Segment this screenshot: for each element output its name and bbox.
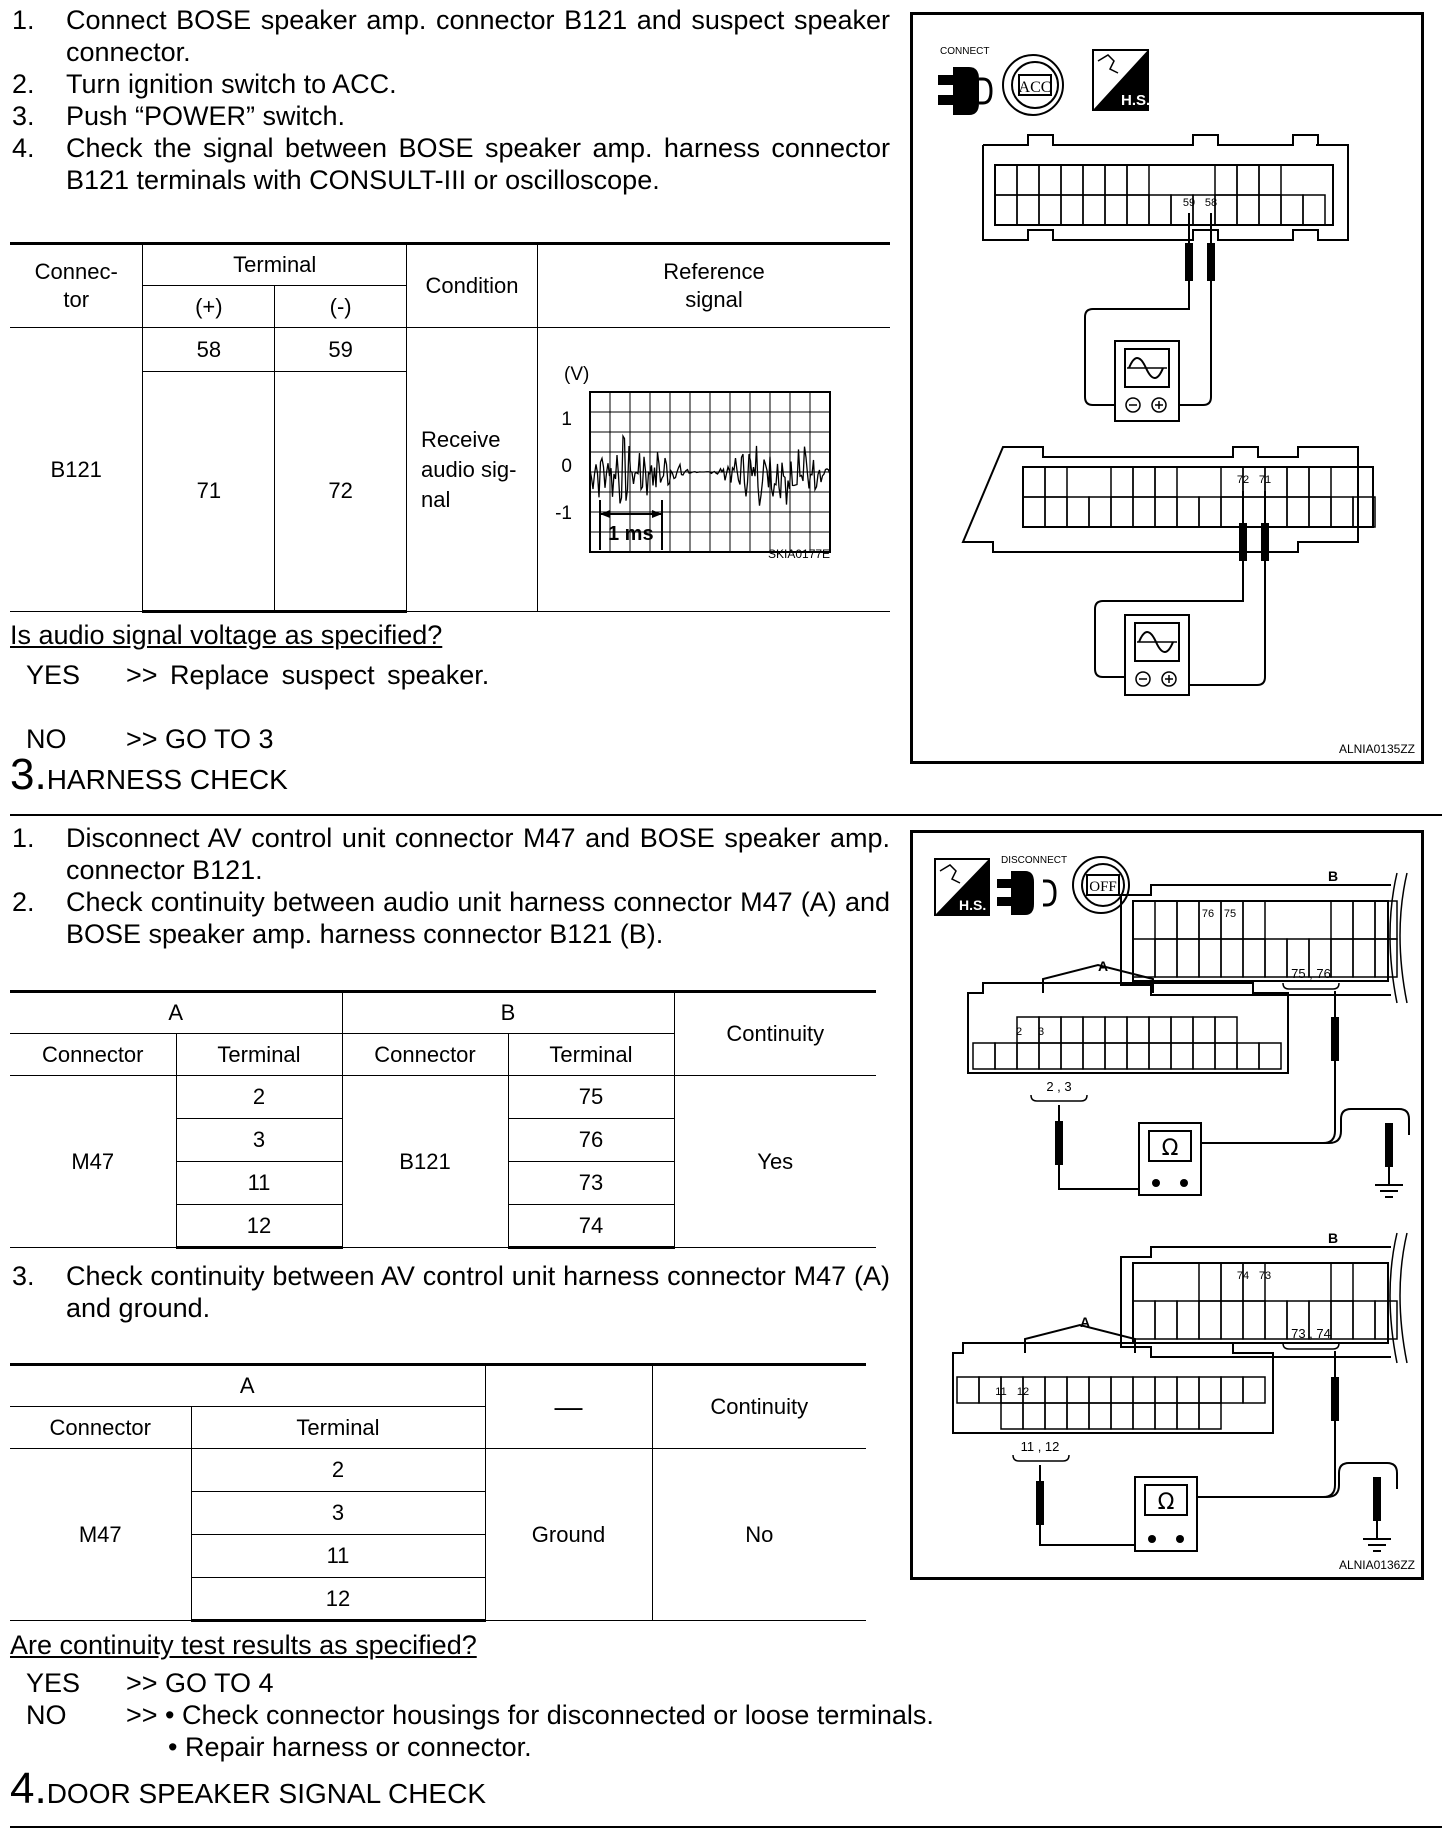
terminal-cell: 75 bbox=[508, 1076, 674, 1119]
pins-73-74-label: 73 , 74 bbox=[1291, 1326, 1331, 1341]
answer-yes-text: >> Replace suspect speaker. bbox=[126, 660, 490, 690]
connector-b-label: B bbox=[1327, 1230, 1339, 1246]
figure-code: ALNIA0136ZZ bbox=[1338, 1558, 1415, 1572]
header-dash: — bbox=[485, 1365, 652, 1449]
pin-72-label: 72 bbox=[1236, 474, 1250, 486]
terminal-cell: 73 bbox=[508, 1162, 674, 1205]
ohmmeter-icon bbox=[1139, 1123, 1201, 1195]
header-terminal: Terminal bbox=[508, 1034, 674, 1076]
pin-bracket bbox=[1283, 983, 1339, 989]
section-title-harness-check bbox=[10, 750, 288, 800]
connector-cells-lower bbox=[1023, 467, 1375, 527]
header-connector: Connector bbox=[342, 1034, 508, 1076]
terminal-cell: 11 bbox=[176, 1162, 342, 1205]
terminal-minus: 72 bbox=[275, 372, 407, 612]
scope-y-label: 0 bbox=[561, 455, 572, 477]
oscilloscope-connection-diagram bbox=[913, 15, 1421, 761]
pin-74-label: 74 bbox=[1236, 1270, 1250, 1282]
svg-text:H.S.: H.S. bbox=[1121, 92, 1151, 109]
continuity-result: No bbox=[652, 1449, 866, 1621]
connector-b-cells bbox=[1133, 901, 1397, 977]
pin-11-label: 11 bbox=[995, 1386, 1007, 1398]
header-b: B bbox=[342, 992, 674, 1034]
svg-text:OFF: OFF bbox=[1089, 879, 1117, 895]
test-leads-lower bbox=[1036, 1351, 1397, 1551]
connector-b-label: B bbox=[1327, 868, 1339, 884]
oscilloscope-icon bbox=[1115, 341, 1179, 421]
header-connector: Connector bbox=[10, 1034, 176, 1076]
instruction-step: 3. Push “POWER” switch. bbox=[12, 101, 346, 131]
continuity-figure bbox=[910, 830, 1424, 1580]
step3-question: Are continuity test results as specified? bbox=[10, 1630, 477, 1660]
pin-73-label: 73 bbox=[1258, 1270, 1272, 1282]
pin-bracket bbox=[1031, 1095, 1087, 1101]
header-condition: Condition bbox=[407, 244, 538, 328]
terminal-plus: 58 bbox=[143, 328, 275, 372]
answer-yes-text: >> GO TO 4 bbox=[126, 1668, 274, 1698]
connector-cell: B121 bbox=[342, 1076, 508, 1248]
terminal-cell: 3 bbox=[176, 1119, 342, 1162]
continuity-table-ground bbox=[10, 1363, 866, 1622]
terminal-cell: 74 bbox=[508, 1205, 674, 1248]
oscilloscope-waveform bbox=[538, 350, 890, 590]
pin-58-label: 58 bbox=[1204, 197, 1218, 209]
header-continuity: Continuity bbox=[652, 1365, 866, 1449]
instruction-step: 4. Check the signal between BOSE speaker amp. harness connector B121 terminals with CONSULT-III or oscilloscope. bbox=[12, 133, 890, 195]
connect-icon bbox=[938, 46, 991, 115]
connector-a-label: A bbox=[1079, 1314, 1091, 1330]
pins-11-12-label: 11 , 12 bbox=[1020, 1439, 1060, 1454]
terminal-cell: 3 bbox=[191, 1492, 485, 1535]
pin-12-label: 12 bbox=[1016, 1386, 1030, 1398]
svg-text:ACC: ACC bbox=[1018, 79, 1052, 96]
scope-y-label: 1 bbox=[561, 408, 572, 430]
header-continuity: Continuity bbox=[674, 992, 876, 1076]
pins-75-76-label: 75 , 76 bbox=[1291, 966, 1331, 981]
reference-signal-cell bbox=[537, 328, 890, 612]
step3-instructions bbox=[10, 822, 890, 950]
disconnect-icon bbox=[997, 855, 1067, 915]
connector-a-cells bbox=[973, 1017, 1281, 1069]
svg-text:Ω: Ω bbox=[1157, 1490, 1175, 1515]
answer-no-label: NO bbox=[26, 724, 67, 754]
terminal-plus: 71 bbox=[143, 372, 275, 612]
terminal-cell: 11 bbox=[191, 1535, 485, 1578]
section-heading: DOOR SPEAKER SIGNAL CHECK bbox=[46, 1778, 486, 1809]
section-title-door-speaker bbox=[10, 1764, 486, 1814]
acc-ignition-icon bbox=[1003, 55, 1063, 115]
step3-instruction-3 bbox=[10, 1260, 890, 1324]
figure-code: ALNIA0135ZZ bbox=[1338, 742, 1415, 756]
connector-cells-upper bbox=[995, 165, 1325, 225]
scope-figure-code: SKIA0177E bbox=[767, 546, 831, 561]
oscilloscope-figure bbox=[910, 12, 1424, 764]
svg-text:CONNECT: CONNECT bbox=[940, 46, 990, 57]
continuity-result: Yes bbox=[674, 1076, 876, 1248]
header-a: A bbox=[10, 992, 342, 1034]
header-plus: (+) bbox=[143, 286, 275, 328]
scope-time-label: 1 ms bbox=[607, 522, 654, 545]
terminal-cell: 12 bbox=[191, 1578, 485, 1621]
terminal-cell: 76 bbox=[508, 1119, 674, 1162]
hs-harness-icon bbox=[1093, 50, 1150, 110]
terminal-cell: 12 bbox=[176, 1205, 342, 1248]
step2-instructions bbox=[10, 4, 890, 196]
pin-3-label: 3 bbox=[1037, 1026, 1045, 1038]
answer-no-extra: • Repair harness or connector. bbox=[168, 1732, 532, 1762]
pin-59-label: 59 bbox=[1182, 197, 1196, 209]
header-connector: Connector bbox=[10, 1407, 191, 1449]
scope-y-label: -1 bbox=[555, 502, 572, 524]
instruction-step: 3. Check continuity between AV control unit harness connector M47 (A) and ground. bbox=[12, 1261, 890, 1323]
terminal-cell: 2 bbox=[191, 1449, 485, 1492]
answer-no-text: >> • Check connector housings for disconnected or loose terminals. bbox=[126, 1700, 934, 1730]
section-number: 4. bbox=[10, 1764, 47, 1813]
section-divider bbox=[10, 814, 1442, 816]
connector-cell: B121 bbox=[10, 328, 143, 612]
header-terminal: Terminal bbox=[191, 1407, 485, 1449]
connector-cell: M47 bbox=[10, 1076, 176, 1248]
connector-b121-lower bbox=[963, 447, 1373, 552]
header-reference: Reference signal bbox=[537, 244, 890, 328]
continuity-connection-diagram bbox=[913, 833, 1421, 1577]
terminal-cell: 2 bbox=[176, 1076, 342, 1119]
connector-a-cells bbox=[957, 1377, 1265, 1429]
pin-71-label: 71 bbox=[1258, 474, 1272, 486]
pin-2-label: 2 bbox=[1015, 1026, 1023, 1038]
header-terminal: Terminal bbox=[176, 1034, 342, 1076]
connector-cell: M47 bbox=[10, 1449, 191, 1621]
terminal-minus: 59 bbox=[275, 328, 407, 372]
instruction-step: 1. Connect BOSE speaker amp. connector B121 and suspect speaker connector. bbox=[12, 5, 890, 67]
condition-cell: Receive audio sig- nal bbox=[407, 328, 538, 612]
header-terminal: Terminal bbox=[143, 244, 407, 286]
pins-2-3-label: 2 , 3 bbox=[1046, 1079, 1072, 1094]
pin-76-label: 76 bbox=[1201, 908, 1215, 920]
header-connector: Connec- tor bbox=[10, 244, 143, 328]
svg-text:Ω: Ω bbox=[1161, 1136, 1179, 1161]
signal-spec-table bbox=[10, 242, 890, 613]
header-minus: (-) bbox=[275, 286, 407, 328]
header-a: A bbox=[10, 1365, 485, 1407]
step2-question: Is audio signal voltage as specified? bbox=[10, 620, 443, 650]
connector-a-label: A bbox=[1097, 958, 1109, 974]
scope-unit-label: (V) bbox=[563, 363, 590, 385]
ground-cell: Ground bbox=[485, 1449, 652, 1621]
answer-no-label: NO bbox=[26, 1700, 67, 1730]
svg-text:DISCONNECT: DISCONNECT bbox=[1001, 855, 1068, 866]
answer-no-text: >> GO TO 3 bbox=[126, 724, 274, 754]
test-leads-top bbox=[1055, 991, 1409, 1197]
instruction-step: 2. Check continuity between audio unit harness connector M47 (A) and BOSE speaker amp. harness connector B121 (B). bbox=[12, 887, 890, 949]
pin-75-label: 75 bbox=[1223, 908, 1237, 920]
oscilloscope-icon bbox=[1125, 615, 1189, 695]
answer-yes-label: YES bbox=[26, 660, 81, 690]
svg-text:H.S.: H.S. bbox=[959, 897, 987, 913]
answer-yes-label: YES bbox=[26, 1668, 81, 1698]
pin-bracket bbox=[1013, 1455, 1069, 1461]
instruction-step: 1. Disconnect AV control unit connector M47 and BOSE speaker amp. connector B121. bbox=[12, 823, 890, 885]
section-divider bbox=[10, 1826, 1442, 1828]
section-number: 3. bbox=[10, 750, 47, 799]
instruction-step: 2. Turn ignition switch to ACC. bbox=[12, 69, 397, 99]
section-heading: HARNESS CHECK bbox=[46, 764, 288, 795]
hs-harness-icon bbox=[935, 859, 989, 915]
ohmmeter-icon bbox=[1135, 1477, 1197, 1551]
continuity-table-ab bbox=[10, 990, 876, 1249]
